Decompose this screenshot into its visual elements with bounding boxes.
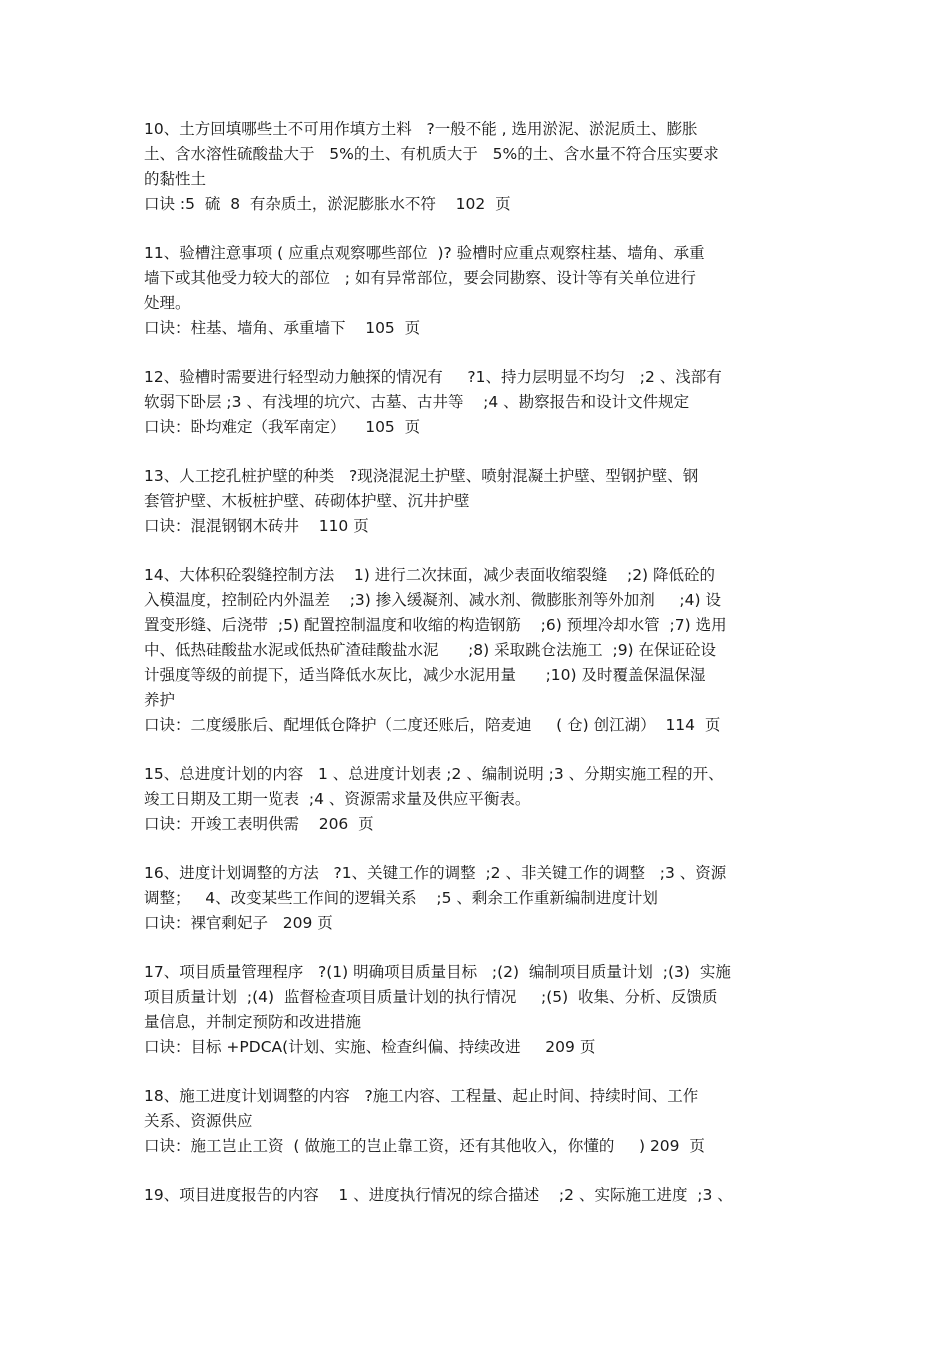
entry-text-line: 18、施工进度计划调整的内容 ?施工内容、工程量、起止时间、持续时间、工作 xyxy=(144,1087,699,1105)
mnemonic-line: 口诀：裸官剩妃子 209 页 xyxy=(144,914,333,932)
entry-text-line: 13、人工挖孔桩护壁的种类 ?现浇混泥土护壁、喷射混凝土护壁、型钢护壁、钢 xyxy=(144,467,699,485)
entry-18 xyxy=(144,1084,809,1159)
entry-text-line: 处理。 xyxy=(144,294,191,312)
mnemonic-line: 口诀：目标 +PDCA(计划、实施、检查纠偏、持续改进 209 页 xyxy=(144,1038,596,1056)
entry-text-line: 11、验槽注意事项 ( 应重点观察哪些部位 )? 验槽时应重点观察柱基、墙角、承重 xyxy=(144,244,705,262)
entry-text-line: 土、含水溶性硫酸盐大于 5%的土、有机质大于 5%的土、含水量不符合压实要求 xyxy=(144,145,719,163)
entry-15 xyxy=(144,762,809,837)
entry-text-line: 竣工日期及工期一览表 ;4 、资源需求量及供应平衡表。 xyxy=(144,790,531,808)
entry-14 xyxy=(144,563,809,738)
entry-17 xyxy=(144,960,809,1060)
entry-text-line: 量信息，并制定预防和改进措施 xyxy=(144,1013,362,1031)
entry-10 xyxy=(144,117,809,217)
mnemonic-line: 口诀：施工岂止工资 ( 做施工的岂止靠工资，还有其他收入，你懂的 ) 209 页 xyxy=(144,1137,705,1155)
mnemonic-line: 口诀：二度缓胀后、配埋低仓降护（二度还账后，陪麦迪 ( 仓) 创江湖） 114 页 xyxy=(144,716,721,734)
entry-text-line: 置变形缝、后浇带 ;5) 配置控制温度和收缩的构造钢筋 ;6) 预埋冷却水管 ;7) 选用 xyxy=(144,616,727,634)
entry-text-line: 10、土方回填哪些土不可用作填方土料 ?一般不能 , 选用淤泥、淤泥质土、膨胀 xyxy=(144,120,698,138)
entry-text-line: 12、验槽时需要进行轻型动力触探的情况有 ?1、持力层明显不均匀 ;2 、浅部有 xyxy=(144,368,722,386)
entry-text-line: 15、总进度计划的内容 1 、总进度计划表 ;2 、编制说明 ;3 、分期实施工程的开、 xyxy=(144,765,724,783)
mnemonic-line: 口诀 :5 硫 8 有杂质土，淤泥膨胀水不符 102 页 xyxy=(144,195,511,213)
entry-text-line: 14、大体积砼裂缝控制方法 1) 进行二次抹面，减少表面收缩裂缝 ;2) 降低砼的 xyxy=(144,566,716,584)
entry-13 xyxy=(144,464,809,539)
entry-text-line: 16、进度计划调整的方法 ?1、关键工作的调整 ;2 、非关键工作的调整 ;3 、资源 xyxy=(144,864,727,882)
entry-text-line: 中、低热硅酸盐水泥或低热矿渣硅酸盐水泥 ;8) 采取跳仓法施工 ;9) 在保证砼设 xyxy=(144,641,717,659)
entry-11 xyxy=(144,241,809,341)
entry-text-line: 养护 xyxy=(144,691,176,709)
entry-text-line: 计强度等级的前提下，适当降低水灰比，减少水泥用量 ;10) 及时覆盖保温保湿 xyxy=(144,666,706,684)
entry-16 xyxy=(144,861,809,936)
entry-text-line: 调整； 4、改变某些工作间的逻辑关系 ;5 、剩余工作重新编制进度计划 xyxy=(144,889,658,907)
mnemonic-line: 口诀：混混钢钢木砖井 110 页 xyxy=(144,517,369,535)
entry-text-line: 19、项目进度报告的内容 1 、进度执行情况的综合描述 ;2 、实际施工进度 ;3 、 xyxy=(144,1186,733,1204)
document-page xyxy=(144,117,809,1232)
entry-text-line: 的黏性土 xyxy=(144,170,207,188)
entry-text-line: 软弱下卧层 ;3 、有浅埋的坑穴、古墓、古井等 ;4 、勘察报告和设计文件规定 xyxy=(144,393,690,411)
entry-text-line: 墙下或其他受力较大的部位 ; 如有异常部位，要会同勘察、设计等有关单位进行 xyxy=(144,269,696,287)
mnemonic-line: 口诀：卧均难定（我军南定） 105 页 xyxy=(144,418,421,436)
mnemonic-line: 口诀：开竣工表明供需 206 页 xyxy=(144,815,374,833)
entry-text-line: 项目质量计划 ;(4) 监督检查项目质量计划的执行情况 ;(5) 收集、分析、反馈质 xyxy=(144,988,718,1006)
entry-12 xyxy=(144,365,809,440)
entry-19 xyxy=(144,1183,809,1208)
entry-text-line: 17、项目质量管理程序 ?(1) 明确项目质量目标 ;(2) 编制项目质量计划 ;(3) 实施 xyxy=(144,963,731,981)
entry-text-line: 套管护壁、木板桩护壁、砖砌体护壁、沉井护壁 xyxy=(144,492,470,510)
entry-text-line: 关系、资源供应 xyxy=(144,1112,253,1130)
mnemonic-line: 口诀：柱基、墙角、承重墙下 105 页 xyxy=(144,319,421,337)
entry-text-line: 入模温度，控制砼内外温差 ;3) 掺入缓凝剂、减水剂、微膨胀剂等外加剂 ;4) 设 xyxy=(144,591,721,609)
